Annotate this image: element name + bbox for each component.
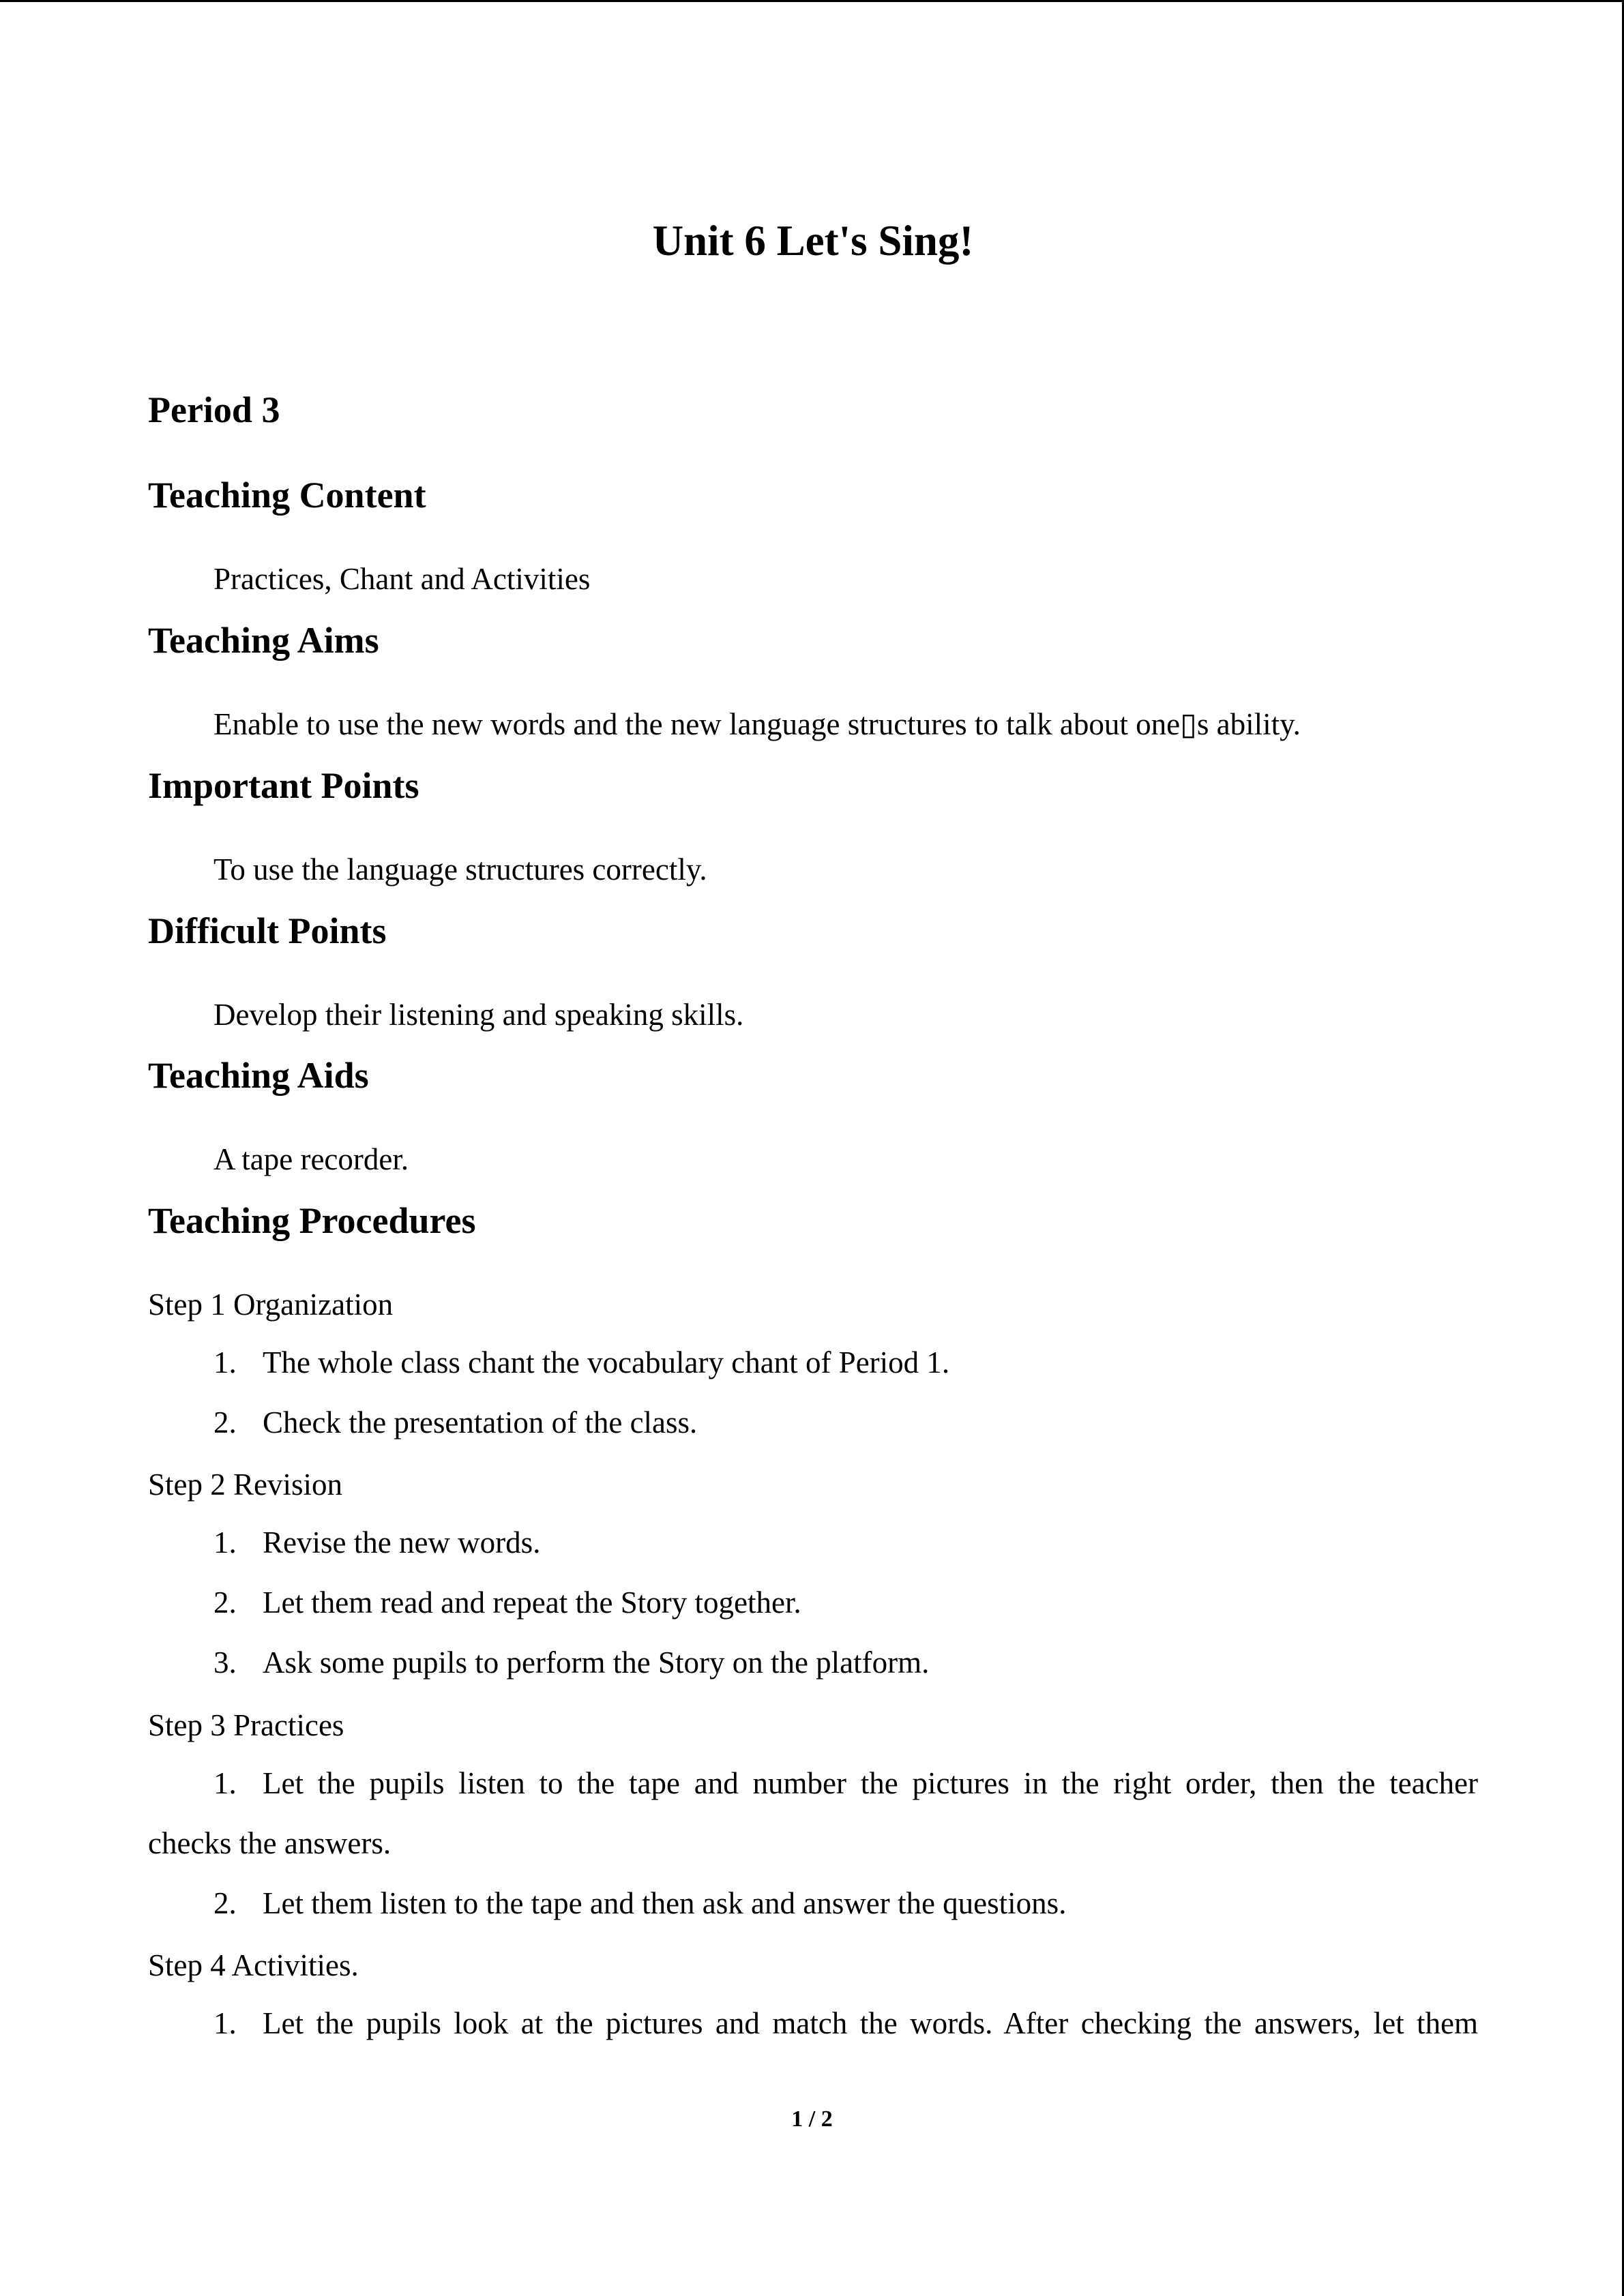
teaching-content-heading: Teaching Content xyxy=(148,475,426,516)
list-item xyxy=(213,1522,540,1563)
item-number: 1. xyxy=(213,1345,237,1380)
page-border-top xyxy=(0,0,1624,2)
step-title: Step 1 Organization xyxy=(148,1287,394,1322)
item-text: Ask some pupils to perform the Story on the platform. xyxy=(263,1645,930,1680)
item-text: Let the pupils look at the pictures and match the words. After checking the answers, let them xyxy=(263,2006,1478,2040)
document-title: Unit 6 Let's Sing! xyxy=(652,217,974,265)
step-title: Step 3 Practices xyxy=(148,1708,344,1742)
item-text: Check the presentation of the class. xyxy=(263,1405,698,1440)
item-text: The whole class chant the vocabulary chant of Period 1. xyxy=(263,1345,950,1380)
item-number: 2. xyxy=(213,1405,237,1440)
page-number: 1 / 2 xyxy=(791,2106,833,2132)
item-text: Let them read and repeat the Story together. xyxy=(263,1585,801,1620)
list-item xyxy=(213,1763,1478,1804)
period-heading: Period 3 xyxy=(148,389,280,430)
difficult-points-text: Develop their listening and speaking skills. xyxy=(213,998,744,1032)
difficult-points-heading: Difficult Points xyxy=(148,910,387,951)
item-number: 1. xyxy=(213,1525,237,1560)
list-item xyxy=(213,1582,801,1623)
item-text: Let the pupils listen to the tape and number the pictures in the right order, then the teacher xyxy=(263,1766,1478,1800)
item-text: Let them listen to the tape and then ask and answer the questions. xyxy=(263,1886,1067,1920)
teaching-aids-text: A tape recorder. xyxy=(213,1142,409,1176)
teaching-aims-heading: Teaching Aims xyxy=(148,620,379,661)
teaching-aids-heading: Teaching Aids xyxy=(148,1055,369,1096)
list-item xyxy=(213,1342,949,1383)
item-text: Revise the new words. xyxy=(263,1525,541,1560)
item-number: 1. xyxy=(213,2006,237,2040)
step-title: Step 2 Revision xyxy=(148,1467,343,1502)
list-item xyxy=(213,1883,1066,1924)
important-points-heading: Important Points xyxy=(148,765,419,806)
item-number: 1. xyxy=(213,1766,237,1800)
item-number: 2. xyxy=(213,1886,237,1920)
teaching-aims-text: Enable to use the new words and the new language structures to talk about one▯s ability. xyxy=(213,707,1301,741)
teaching-content-text: Practices, Chant and Activities xyxy=(213,562,591,596)
list-item xyxy=(213,2003,1478,2044)
teaching-procedures-heading: Teaching Procedures xyxy=(148,1200,476,1241)
item-number: 3. xyxy=(213,1645,237,1680)
item-number: 2. xyxy=(213,1585,237,1620)
important-points-text: To use the language structures correctly. xyxy=(213,852,707,886)
list-item xyxy=(213,1402,697,1443)
list-item xyxy=(213,1642,929,1683)
step-title: Step 4 Activities. xyxy=(148,1948,359,1982)
item-continuation: checks the answers. xyxy=(148,1826,392,1860)
